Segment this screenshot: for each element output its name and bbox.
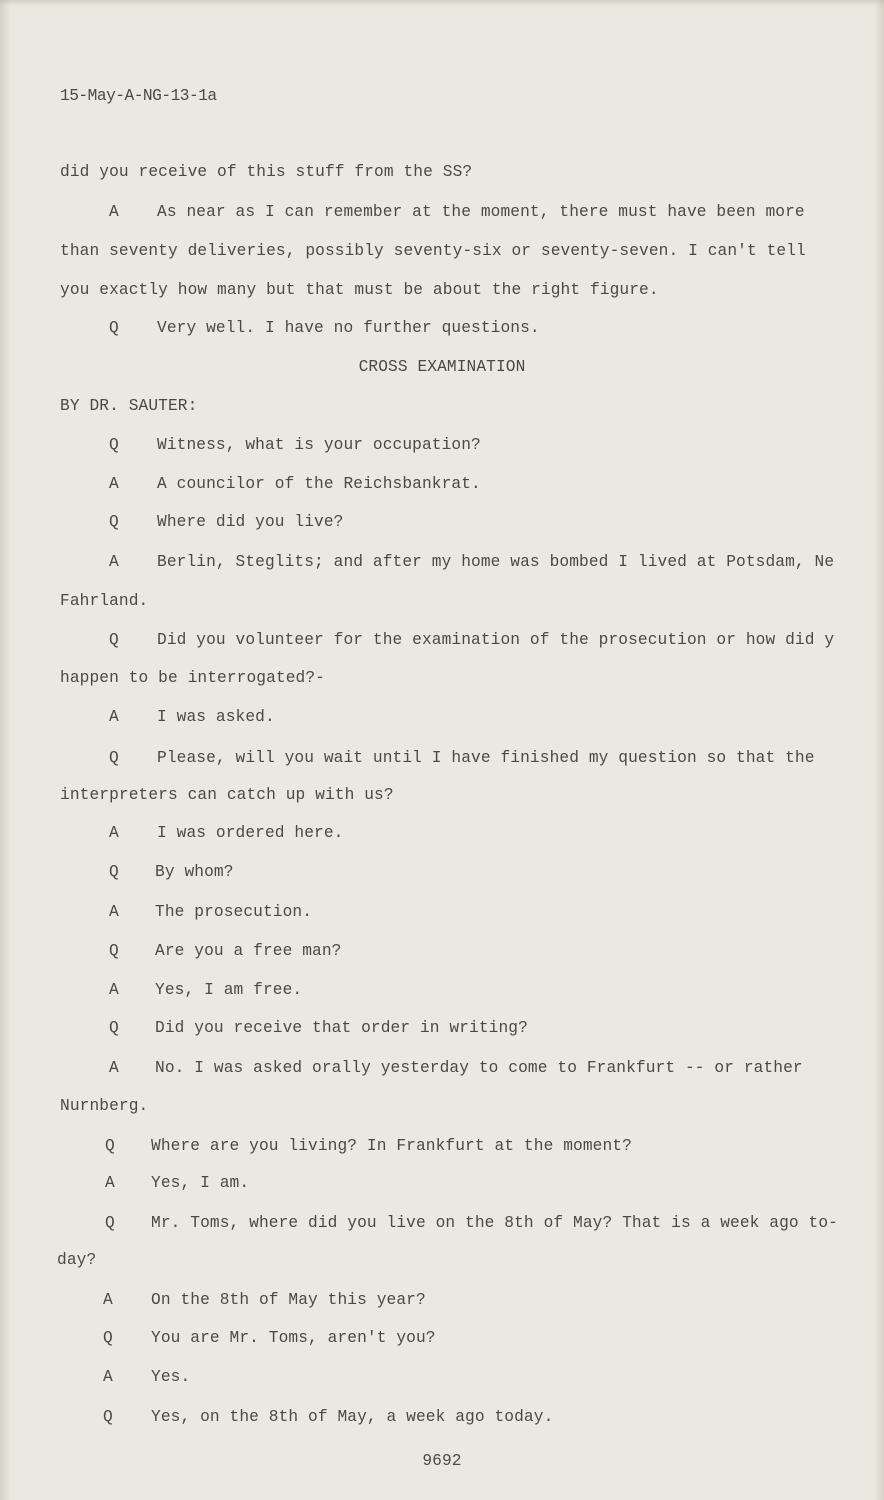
page-number: 9692: [422, 1452, 462, 1470]
transcript-line: Witness, what is your occupation?: [157, 436, 481, 454]
transcript-line: The prosecution.: [155, 903, 313, 921]
speaker-label: Q: [105, 1214, 115, 1232]
speaker-label: A: [109, 824, 119, 842]
examiner-label: BY DR. SAUTER:: [60, 397, 198, 415]
transcript-line: Fahrland.: [60, 592, 149, 610]
speaker-label: A: [109, 1059, 119, 1077]
transcript-line: interpreters can catch up with us?: [60, 786, 394, 804]
transcript-line: Are you a free man?: [155, 942, 342, 960]
transcript-line: Did you receive that order in writing?: [155, 1019, 528, 1037]
transcript-line: No. I was asked orally yesterday to come to Frankfurt -- or rather: [155, 1059, 803, 1077]
transcript-line: I was ordered here.: [157, 824, 344, 842]
speaker-label: A: [109, 553, 119, 571]
transcript-line: Where are you living? In Frankfurt at the moment?: [151, 1137, 632, 1155]
transcript-line: Yes, on the 8th of May, a week ago today.: [151, 1408, 554, 1426]
transcript-line: you exactly how many but that must be about the right figure.: [60, 281, 659, 299]
speaker-label: A: [103, 1368, 113, 1386]
transcript-line: Berlin, Steglits; and after my home was bombed I lived at Potsdam, Ne: [157, 553, 835, 571]
transcript-line: day?: [57, 1251, 97, 1269]
speaker-label: Q: [103, 1408, 113, 1426]
transcript-line: happen to be interrogated?-: [60, 669, 325, 687]
speaker-label: Q: [109, 749, 119, 767]
speaker-label: Q: [109, 1019, 119, 1037]
transcript-line: Yes, I am free.: [155, 981, 303, 999]
transcript-line: did you receive of this stuff from the SS?: [60, 163, 473, 181]
transcript-line: Please, will you wait until I have finished my question so that the: [157, 749, 815, 767]
speaker-label: A: [109, 903, 119, 921]
transcript-line: than seventy deliveries, possibly seventy-six or seventy-seven. I can't tell: [60, 242, 806, 260]
speaker-label: Q: [109, 513, 119, 531]
transcript-line: Nurnberg.: [60, 1097, 149, 1115]
speaker-label: Q: [103, 1329, 113, 1347]
transcript-line: By whom?: [155, 863, 234, 881]
page-edge-top: [0, 0, 884, 6]
speaker-label: A: [109, 981, 119, 999]
transcript-line: Yes.: [151, 1368, 191, 1386]
transcript-line: I was asked.: [157, 708, 275, 726]
transcript-line: On the 8th of May this year?: [151, 1291, 426, 1309]
document-reference: 15-May-A-NG-13-1a: [60, 87, 217, 105]
page-edge-right: [874, 0, 884, 1500]
transcript-line: You are Mr. Toms, aren't you?: [151, 1329, 436, 1347]
page-edge-left: [0, 0, 10, 1500]
transcript-line: Yes, I am.: [151, 1174, 250, 1192]
speaker-label: A: [105, 1174, 115, 1192]
section-heading: CROSS EXAMINATION: [358, 358, 526, 376]
transcript-line: Where did you live?: [157, 513, 344, 531]
transcript-line: As near as I can remember at the moment, there must have been more: [157, 203, 805, 221]
transcript-line: Did you volunteer for the examination of the prosecution or how did y: [157, 631, 835, 649]
speaker-label: Q: [109, 631, 119, 649]
speaker-label: A: [109, 708, 119, 726]
speaker-label: A: [103, 1291, 113, 1309]
speaker-label: A: [109, 475, 119, 493]
transcript-line: Mr. Toms, where did you live on the 8th of May? That is a week ago to-: [151, 1214, 838, 1232]
speaker-label: Q: [109, 436, 119, 454]
speaker-label: Q: [109, 942, 119, 960]
transcript-line: A councilor of the Reichsbankrat.: [157, 475, 481, 493]
speaker-label: Q: [105, 1137, 115, 1155]
speaker-label: A: [109, 203, 119, 221]
transcript-line: Very well. I have no further questions.: [157, 319, 540, 337]
speaker-label: Q: [109, 319, 119, 337]
speaker-label: Q: [109, 863, 119, 881]
